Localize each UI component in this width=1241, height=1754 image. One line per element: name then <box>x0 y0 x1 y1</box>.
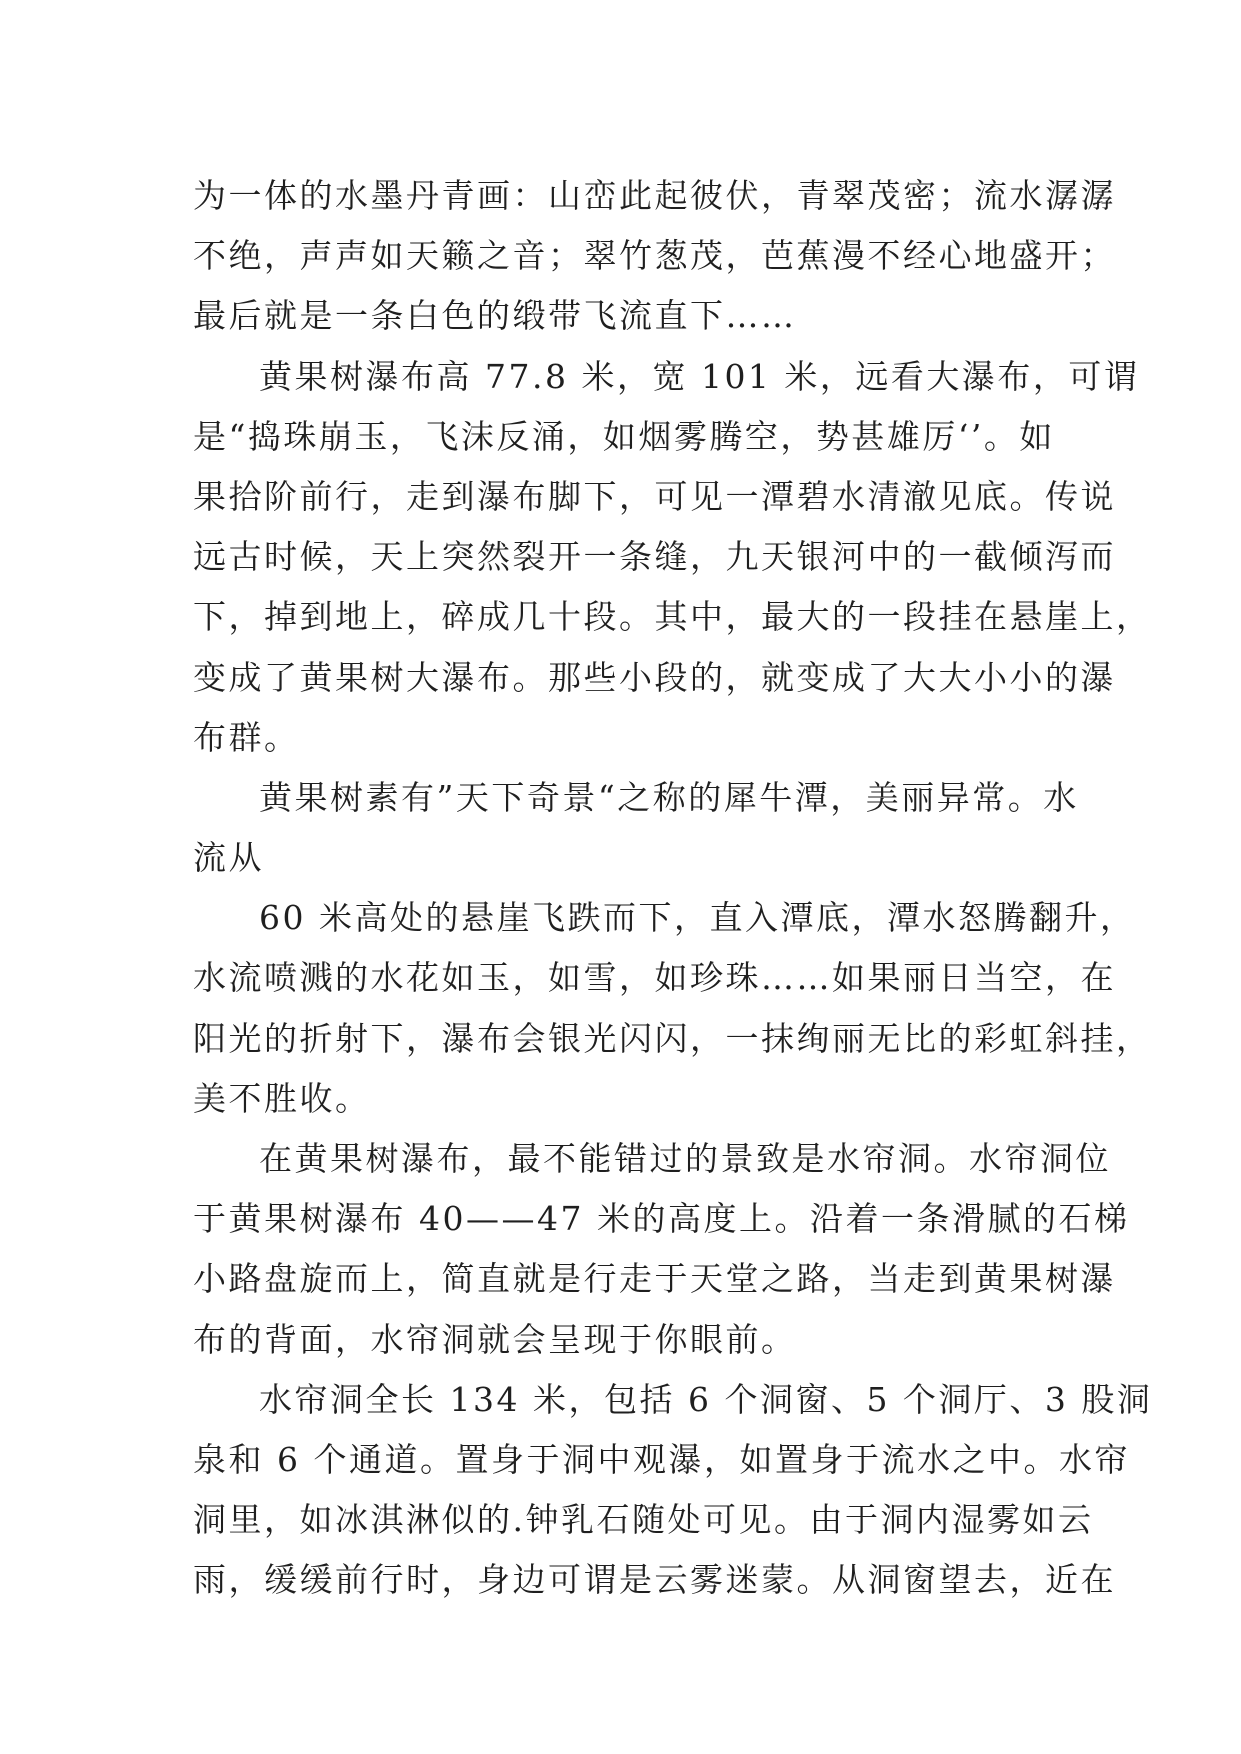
text-line: 黄果树瀑布高 77.8 米，宽 101 米，远看大瀑布，可谓 <box>259 356 1140 396</box>
text-line: 是“捣珠崩玉，飞沫反涌，如烟雾腾空，势甚雄厉‘’。如 <box>193 416 1055 456</box>
text-line: 远古时候，天上突然裂开一条缝，九天银河中的一截倾泻而 <box>193 537 1116 577</box>
text-line: 黄果树素有”天下奇景“之称的犀牛潭，美丽异常。水 <box>259 777 1079 817</box>
document-body <box>193 166 1153 1611</box>
text-line: 洞里，如冰淇淋似的.钟乳石随处可见。由于洞内湿雾如云 <box>193 1500 1094 1540</box>
text-line: 美不胜收。 <box>193 1078 371 1118</box>
text-line: 在黄果树瀑布，最不能错过的景致是水帘洞。水帘洞位 <box>259 1139 1111 1178</box>
text-line: 阳光的折射下，瀑布会银光闪闪，一抹绚丽无比的彩虹斜挂， <box>193 1018 1152 1058</box>
text-line: 最后就是一条白色的缎带飞流直下…… <box>193 296 797 336</box>
text-line: 不绝，声声如天籁之音；翠竹葱茂，芭蕉漫不经心地盛开； <box>193 236 1116 276</box>
text-line: 于黄果树瀑布 40——47 米的高度上。沿着一条滑腻的石梯 <box>193 1199 1130 1239</box>
text-line: 水帘洞全长 134 米，包括 6 个洞窗、5 个洞厅、3 股洞 <box>259 1379 1153 1419</box>
text-line: 雨，缓缓前行时，身边可谓是云雾迷蒙。从洞窗望去，近在 <box>193 1560 1116 1600</box>
text-line: 水流喷溅的水花如玉，如雪，如珍珠……如果丽日当空，在 <box>193 958 1116 998</box>
text-line: 布的背面，水帘洞就会呈现于你眼前。 <box>193 1319 797 1359</box>
text-line: 布群。 <box>193 717 300 757</box>
text-line: 小路盘旋而上，简直就是行走于天堂之路，当走到黄果树瀑 <box>193 1259 1116 1299</box>
text-line: 流从 <box>193 838 264 878</box>
text-line: 泉和 6 个通道。置身于洞中观瀑，如置身于流水之中。水帘 <box>193 1439 1130 1479</box>
text-line: 下，掉到地上，碎成几十段。其中，最大的一段挂在悬崖上， <box>193 597 1152 637</box>
text-line: 变成了黄果树大瀑布。那些小段的，就变成了大大小小的瀑 <box>193 657 1116 697</box>
text-line: 果拾阶前行，走到瀑布脚下，可见一潭碧水清澈见底。传说 <box>193 476 1116 516</box>
text-line: 为一体的水墨丹青画：山峦此起彼伏，青翠茂密；流水潺潺 <box>193 176 1116 215</box>
text-line: 60 米高处的悬崖飞跌而下，直入潭底，潭水怒腾翻升， <box>259 898 1136 938</box>
